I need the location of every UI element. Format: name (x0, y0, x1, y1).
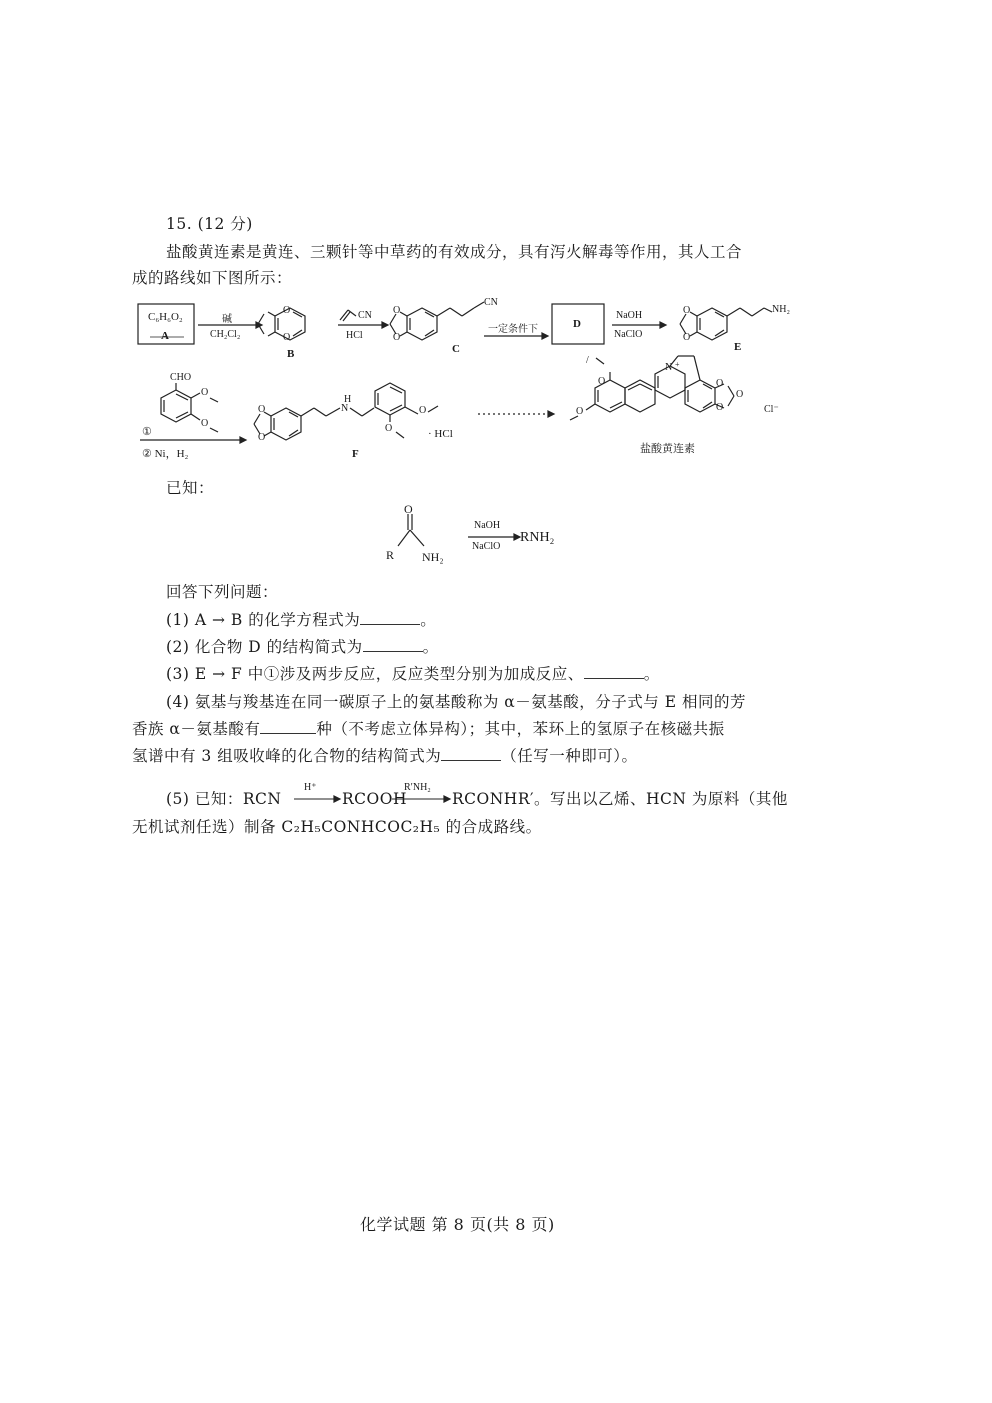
compound-f-n: N (341, 403, 349, 414)
question-2 (166, 637, 439, 657)
compound-f-label: F (352, 448, 359, 460)
question-2-text: (2) 化合物 D 的结构简式为 (166, 638, 363, 656)
structure-e (680, 308, 772, 340)
known-naoh: NaOH (474, 520, 501, 531)
compound-a-label: A (161, 330, 169, 342)
aldehyde-o1: O (201, 387, 209, 398)
question-4-blank-2[interactable] (441, 746, 501, 761)
e-o-bottom: O (683, 332, 691, 343)
compound-e-nh2: NH₂ (772, 304, 790, 315)
question-5-part-c: RCONHR′。写出以乙烯、HCN 为原料（其他 (452, 790, 788, 808)
reagent-base: 碱 (222, 314, 232, 325)
b-o-top: O (283, 305, 291, 316)
known-o: O (404, 502, 413, 516)
problem-number: 15. (12 分) (166, 215, 253, 233)
question-1 (166, 610, 436, 630)
known-nh2: NH₂ (422, 550, 444, 564)
question-4-line-2 (132, 719, 725, 739)
product-name: 盐酸黄连素 (640, 443, 695, 455)
f-o-4: O (385, 423, 393, 434)
question-2-blank[interactable] (363, 637, 423, 652)
compound-b-label: B (287, 348, 295, 360)
compound-d-label: D (573, 318, 581, 330)
question-3-blank[interactable] (584, 664, 644, 679)
question-4-line-1: (4) 氨基与羧基连在同一碳原子上的氨基酸称为 α－氨基酸，分子式与 E 相同的芳 (166, 693, 746, 711)
e-o-top: O (683, 305, 691, 316)
product-o-5: O (716, 402, 724, 413)
structure-c (390, 302, 484, 340)
page-footer: 化学试题 第 8 页(共 8 页) (360, 1215, 555, 1234)
compound-a-formula: C₆H₆O₂ (148, 311, 183, 323)
question-3-end: 。 (643, 665, 660, 683)
structure-berberine (570, 356, 734, 420)
question-5-part-b: RCOOH (342, 790, 407, 808)
compound-f-hcl: · HCl (428, 428, 453, 440)
question-3-text: (3) E → F 中①涉及两步反应，反应类型分别为加成反应、 (166, 665, 584, 683)
question-4-text-c: 氢谱中有 3 组吸收峰的化合物的结构简式为 (132, 747, 442, 765)
question-4-text-b: 种（不考虑立体异构）；其中，苯环上的氢原子在核磁共振 (316, 720, 725, 738)
product-o-1: O (598, 376, 606, 387)
known-product: RNH₂ (520, 530, 555, 545)
structure-aldehyde (161, 383, 218, 432)
product-n: N (665, 362, 673, 373)
known-label: 已知： (166, 479, 215, 497)
step-2: ② Ni，H₂ (142, 448, 189, 460)
question-1-text: (1) A → B 的化学方程式为 (166, 611, 361, 629)
aldehyde-o2: O (201, 418, 209, 429)
step-1: ① (142, 426, 152, 438)
product-plus: + (675, 360, 680, 369)
f-o-bottom: O (258, 432, 266, 443)
question-1-blank[interactable] (360, 610, 420, 625)
product-o-methyl-1: / (586, 355, 589, 366)
question-2-end: 。 (422, 638, 439, 656)
question-5-line-2: 无机试剂任选）制备 C₂H₅CONHCOC₂H₅ 的合成路线。 (132, 818, 542, 836)
reagent-conditions: 一定条件下 (488, 324, 538, 335)
b-o-bottom: O (283, 332, 291, 343)
f-o-3: O (419, 405, 427, 416)
structure-amide (398, 514, 424, 546)
known-r: R (386, 548, 395, 562)
c-o-bottom: O (393, 332, 401, 343)
intro-line-1: 盐酸黄连素是黄连、三颗针等中草药的有效成分，具有泻火解毒等作用，其人工合 (166, 243, 743, 261)
known-naclo: NaClO (472, 541, 501, 552)
structure-b (258, 308, 305, 340)
reagent-ch2cl2: CH₂Cl₂ (210, 329, 241, 340)
question-5-part-a: (5) 已知：RCN (166, 790, 282, 808)
compound-e-label: E (734, 341, 742, 353)
product-o-3: O (736, 389, 744, 400)
compound-f-h: H (344, 394, 352, 405)
reagent-naoh: NaOH (616, 310, 643, 321)
reagent-acrylonitrile-cn: CN (358, 310, 372, 321)
c-o-top: O (393, 305, 401, 316)
question-4-text-d: （任写一种即可）。 (501, 747, 638, 765)
reagent-naclo: NaClO (614, 329, 643, 340)
reagent-hcl: HCl (346, 330, 363, 341)
question-5-arrow-2-label: R′NH₂ (404, 782, 431, 793)
compound-c-cn: CN (484, 297, 498, 308)
product-o-4: O (716, 378, 724, 389)
question-4-line-3 (132, 746, 637, 766)
compound-c-label: C (452, 343, 460, 355)
question-4-text-a: 香族 α－氨基酸有 (132, 720, 261, 738)
product-o-2: O (576, 406, 584, 417)
product-chloride: Cl⁻ (764, 404, 779, 415)
question-4-blank-1[interactable] (260, 719, 316, 734)
question-5-arrow-1-label: H⁺ (304, 782, 317, 793)
question-1-end: 。 (420, 611, 437, 629)
f-o-top: O (258, 404, 266, 415)
questions-lead: 回答下列问题： (166, 583, 279, 601)
intro-line-2: 成的路线如下图所示： (132, 269, 293, 287)
aldehyde-cho: CHO (170, 372, 192, 383)
question-3 (166, 664, 660, 684)
